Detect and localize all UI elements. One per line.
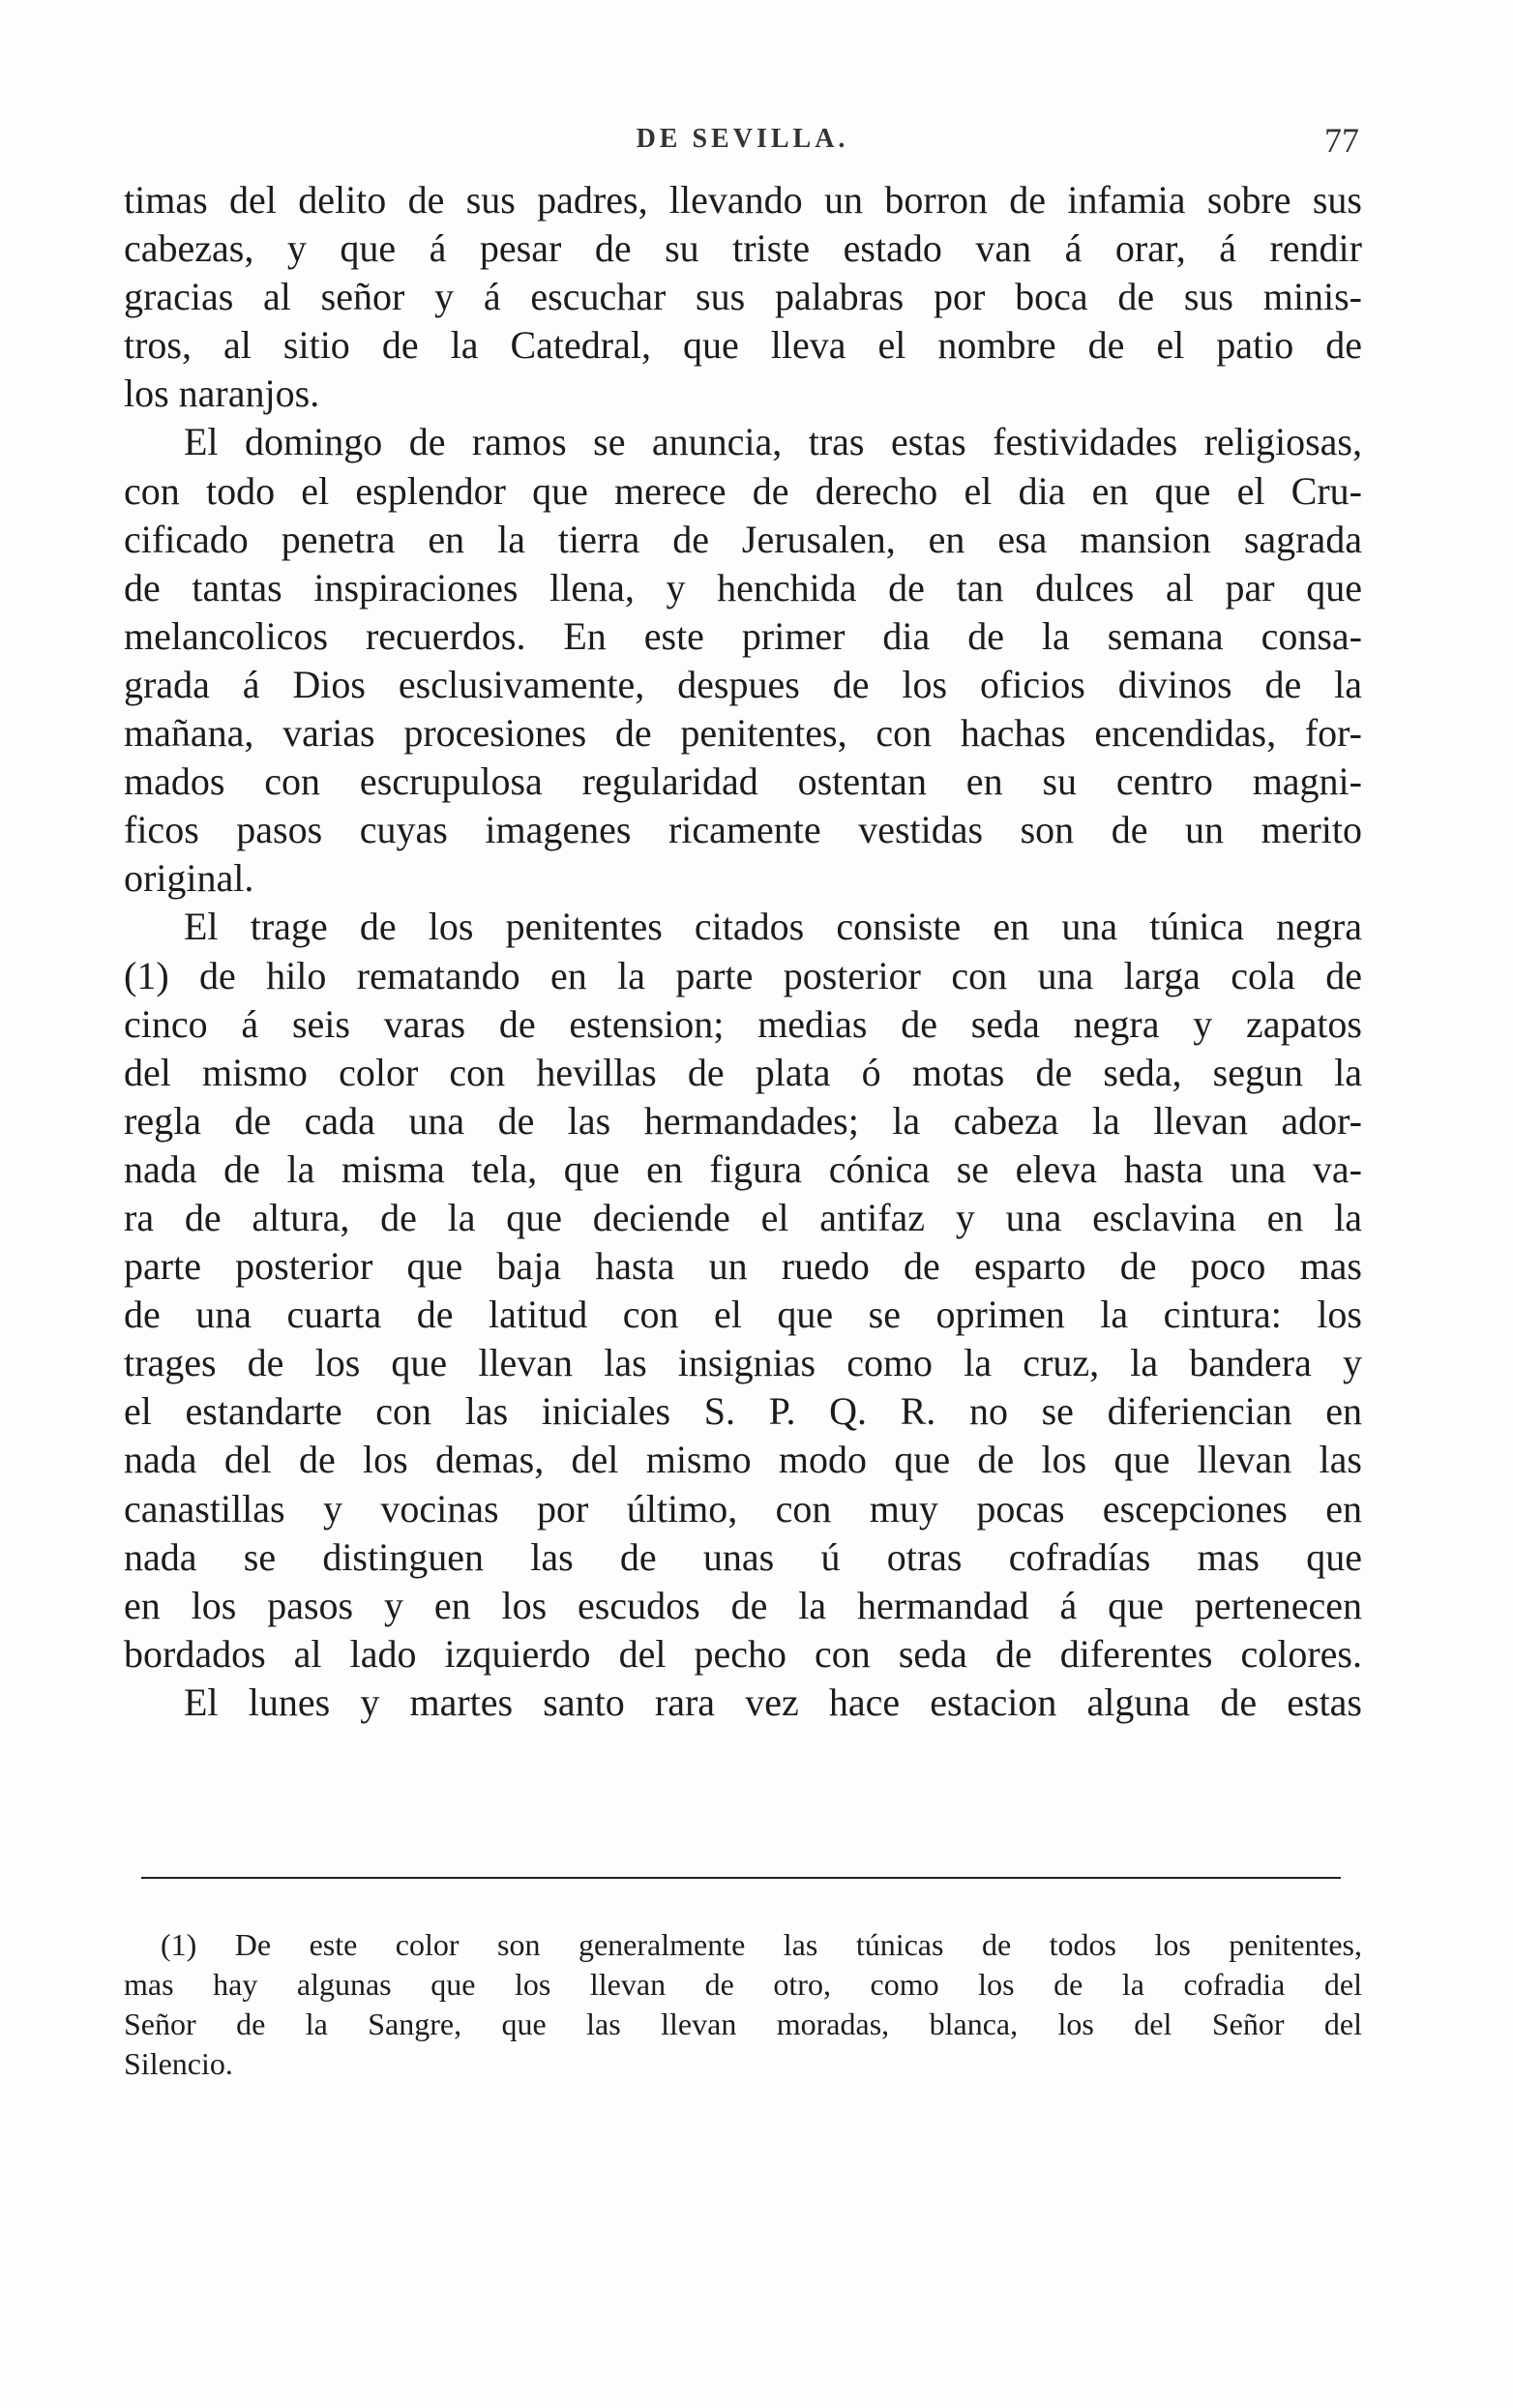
running-head (126, 121, 1359, 172)
footnote-line: mas hay algunas que los llevan de otro, como los de la cofradia del (124, 1967, 1362, 2002)
footnote-line: (1) De este color son generalmente las túnicas de todos los penitentes, (161, 1927, 1362, 1962)
text-line: (1) de hilo rematando en la parte posterior con una larga cola de (124, 953, 1362, 997)
text-line: con todo el esplendor que merece de derecho el dia en que el Cru- (124, 468, 1362, 513)
page-number: 77 (1324, 121, 1359, 160)
body-text (124, 176, 1362, 1727)
running-title: DE SEVILLA. (636, 124, 849, 154)
footnote-line: Señor de la Sangre, que las llevan moradas, blanca, los del Señor del (124, 2007, 1362, 2041)
text-line: mañana, varias procesiones de penitentes, con hachas encendidas, for- (124, 711, 1362, 756)
text-line: ra de altura, de la que deciende el antifaz y una esclavina en la (124, 1195, 1362, 1239)
text-line: en los pasos y en los escudos de la hermandad á que pertenecen (124, 1583, 1362, 1627)
text-line: mados con escrupulosa regularidad ostentan en su centro magni- (124, 759, 1362, 804)
text-line: gracias al señor y á escuchar sus palabras por boca de sus minis- (124, 275, 1362, 319)
text-line: nada se distinguen las de unas ú otras cofradías mas que (124, 1534, 1362, 1579)
text-line: regla de cada una de las hermandades; la cabeza la llevan ador- (124, 1098, 1362, 1143)
text-line: grada á Dios esclusivamente, despues de los oficios divinos de la (124, 662, 1362, 706)
text-line: melancolicos recuerdos. En este primer dia de la semana consa- (124, 613, 1362, 658)
text-line: tros, al sitio de la Catedral, que lleva el nombre de el patio de (124, 323, 1362, 368)
text-line: canastillas y vocinas por último, con muy pocas escepciones en (124, 1486, 1362, 1531)
text-line: timas del delito de sus padres, llevando un borron de infamia sobre sus (124, 178, 1362, 222)
text-line: cabezas, y que á pesar de su triste estado van á orar, á rendir (124, 226, 1362, 271)
text-line: bordados al lado izquierdo del pecho con seda de diferentes colores. (124, 1631, 1362, 1676)
paragraph-start-line: El lunes y martes santo rara vez hace estacion alguna de estas (184, 1680, 1362, 1724)
text-line: parte posterior que baja hasta un ruedo de esparto de poco mas (124, 1244, 1362, 1289)
text-line: cinco á seis varas de estension; medias de seda negra y zapatos (124, 1001, 1362, 1046)
text-line: trages de los que llevan las insignias como la cruz, la bandera y (124, 1341, 1362, 1385)
paragraph-start-line: El trage de los penitentes citados consiste en una túnica negra (184, 905, 1362, 949)
text-line: nada del de los demas, del mismo modo que de los que llevan las (124, 1438, 1362, 1482)
paragraph-start-line: El domingo de ramos se anuncia, tras estas festividades religiosas, (184, 420, 1362, 464)
text-line: cificado penetra en la tierra de Jerusalen, en esa mansion sagrada (124, 517, 1362, 561)
footnote-line: Silencio. (124, 2046, 233, 2081)
text-line: original. (124, 856, 254, 901)
text-line: nada de la misma tela, que en figura cónica se eleva hasta una va- (124, 1146, 1362, 1191)
text-line: los naranjos. (124, 372, 320, 416)
text-line: de tantas inspiraciones llena, y henchida de tan dulces al par que (124, 565, 1362, 609)
footnote-divider (141, 1877, 1341, 1879)
text-line: el estandarte con las iniciales S. P. Q. R. no se diferiencian en (124, 1389, 1362, 1434)
text-line: del mismo color con hevillas de plata ó motas de seda, segun la (124, 1050, 1362, 1094)
text-line: de una cuarta de latitud con el que se oprimen la cintura: los (124, 1293, 1362, 1337)
footnote (124, 1925, 1362, 2084)
text-line: ficos pasos cuyas imagenes ricamente vestidas son de un merito (124, 808, 1362, 852)
